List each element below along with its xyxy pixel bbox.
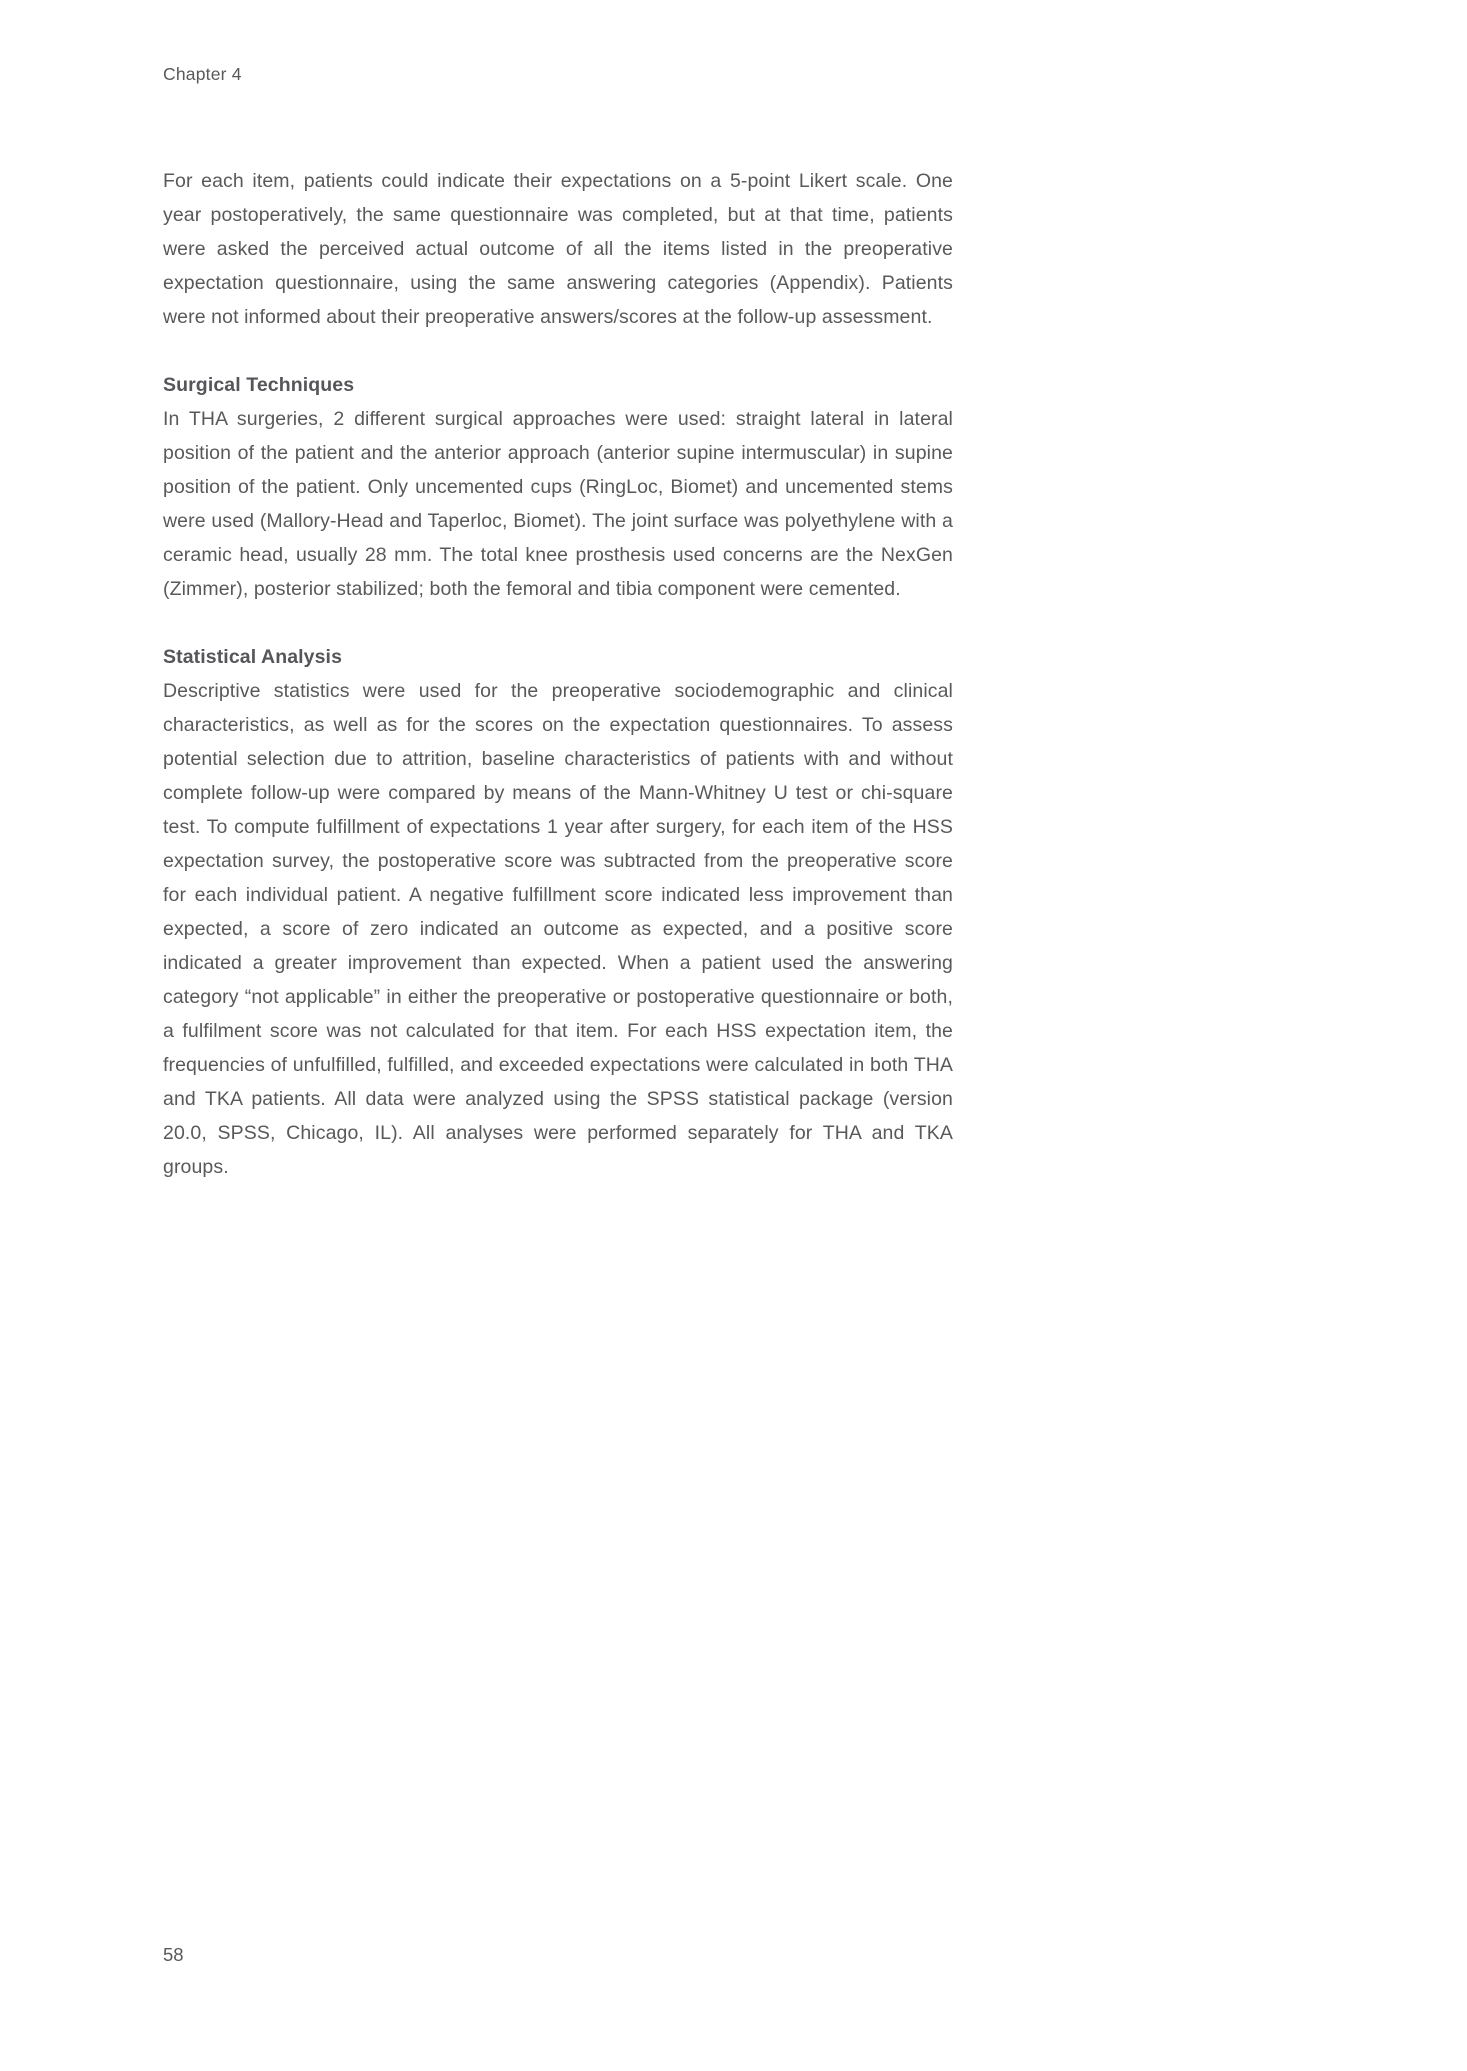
section-surgical-techniques xyxy=(163,368,953,606)
section-body-statistical-analysis: Descriptive statistics were used for the preoperative sociodemographic and clinical characteristics, as well as for the scores on the expectation questionnaires. To assess potential selection due to attrition, baseline characteristics of patients with and without complete follow-up were compared by means of the Mann-Whitney U test or chi-square test. To compute fulfillment of expectations 1 year after surgery, for each item of the HSS expectation survey, the postoperative score was subtracted from the preoperative score for each individual patient. A negative fulfillment score indicated less improvement than expected, a score of zero indicated an outcome as expected, and a positive score indicated a greater improvement than expected. When a patient used the answering category “not applicable” in either the preoperative or postoperative questionnaire or both, a fulfilment score was not calculated for that item. For each HSS expectation item, the frequencies of unfulfilled, fulfilled, and exceeded expectations were calculated in both THA and TKA patients. All data were analyzed using the SPSS statistical package (version 20.0, SPSS, Chicago, IL). All analyses were performed separately for THA and TKA groups. xyxy=(163,680,953,1178)
section-body-surgical-techniques: In THA surgeries, 2 different surgical approaches were used: straight lateral in lateral position of the patient and the anterior approach (anterior supine intermuscular) in supine position of the patient. Only uncemented cups (RingLoc, Biomet) and uncemented stems were used (Mallory-Head and Taperloc, Biomet). The joint surface was polyethylene with a ceramic head, usually 28 mm. The total knee prosthesis used concerns are the NexGen (Zimmer), posterior stabilized; both the femoral and tibia component were cemented. xyxy=(163,408,953,600)
intro-paragraph: For each item, patients could indicate their expectations on a 5-point Likert scale. One year postoperatively, the same questionnaire was completed, but at that time, patients were asked the perceived actual outcome of all the items listed in the preoperative expectation questionnaire, using the same answering categories (Appendix). Patients were not informed about their preoperative answers/scores at the follow-up assessment. xyxy=(163,170,953,328)
section-heading-surgical-techniques: Surgical Techniques xyxy=(163,374,355,396)
page-number: 58 xyxy=(163,1944,184,1965)
page-content xyxy=(163,164,953,1184)
section-heading-statistical-analysis: Statistical Analysis xyxy=(163,646,343,668)
section-statistical-analysis xyxy=(163,640,953,1184)
chapter-header: Chapter 4 xyxy=(163,64,242,84)
